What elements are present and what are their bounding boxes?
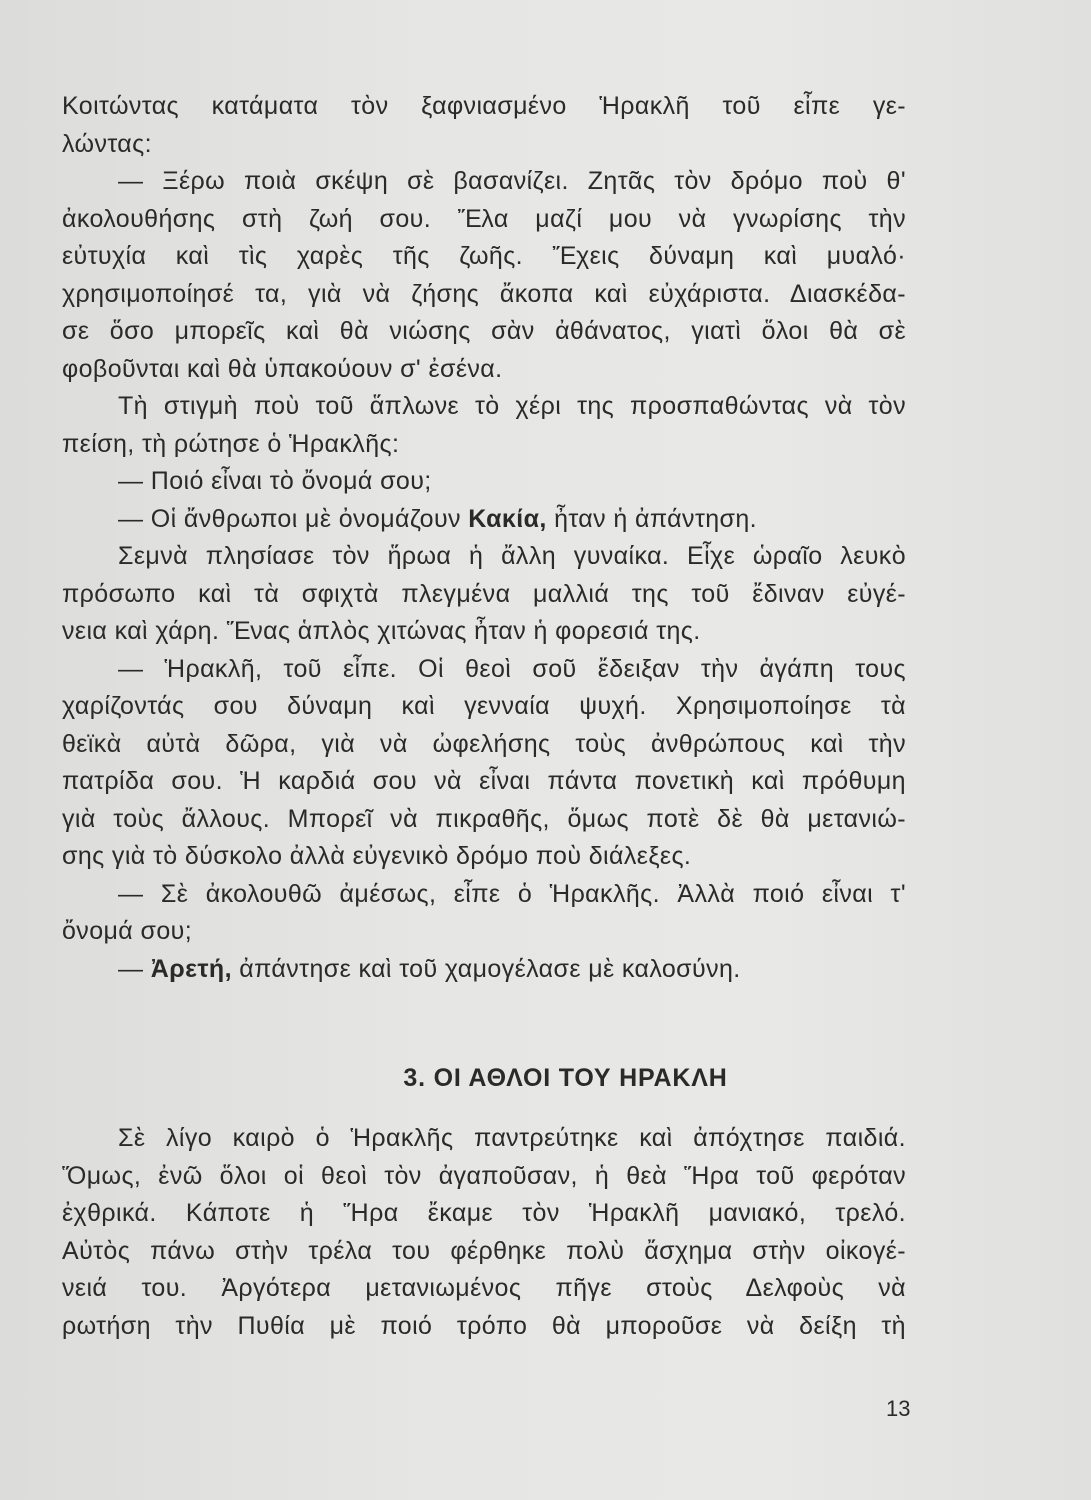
text-line: Σὲ λίγο καιρὸ ὁ Ἡρακλῆς παντρεύτηκε καὶ ἀπόχτησε παιδιά. xyxy=(118,1124,906,1152)
text-line: πείση, τὴ ρώτησε ὁ Ἡρακλῆς: xyxy=(62,429,400,458)
text-line: σης γιὰ τὸ δύσκολο ἀλλὰ εὐγενικὸ δρόμο ποὺ διάλεξες. xyxy=(62,842,692,870)
text-line: Τὴ στιγμὴ ποὺ τοῦ ἅπλωνε τὸ χέρι της προσπαθώντας νὰ τὸν xyxy=(118,392,906,420)
text-line: νειά του. Ἀργότερα μετανιωμένος πῆγε στοὺς Δελφοὺς νὰ xyxy=(62,1274,906,1302)
bold-word-areti: Ἀρετή, xyxy=(150,954,232,983)
text-line: φοβοῦνται καὶ θὰ ὑπακούουν σ' ἐσένα. xyxy=(62,354,503,383)
text-line: θεϊκὰ αὐτὰ δῶρα, γιὰ νὰ ὠφελήσης τοὺς ἀνθρώπους καὶ τὴν xyxy=(62,729,906,758)
text-line: σε ὅσο μπορεῖς καὶ θὰ νιώσης σὰν ἀθάνατος, γιατὶ ὅλοι θὰ σὲ xyxy=(62,317,906,345)
text-span: ἦταν ἡ ἀπάντηση. xyxy=(546,504,757,533)
text-line: — Σὲ ἀκολουθῶ ἀμέσως, εἶπε ὁ Ἡρακλῆς. Ἀλλὰ ποιό εἶναι τ' xyxy=(118,879,906,908)
page-number: 13 xyxy=(886,1396,911,1421)
text-line: λώντας: xyxy=(62,129,152,158)
text-line: Ὅμως, ἐνῶ ὅλοι οἱ θεοὶ τὸν ἀγαποῦσαν, ἡ θεὰ Ἥρα τοῦ φερόταν xyxy=(62,1161,906,1190)
body-text-bottom xyxy=(62,1120,906,1345)
text-line: εὐτυχία καὶ τὶς χαρὲς τῆς ζωῆς. Ἔχεις δύναμη καὶ μυαλό· xyxy=(62,242,906,270)
text-line: ὄνομά σου; xyxy=(62,917,193,945)
text-line: Αὐτὸς πάνω στὴν τρέλα του φέρθηκε πολὺ ἄσχημα στὴν οἰκογέ- xyxy=(62,1236,906,1265)
text-line: χαρίζοντάς σου δύναμη καὶ γενναία ψυχή. Χρησιμοποίησε τὰ xyxy=(62,692,906,720)
text-line xyxy=(62,501,906,539)
text-line: — Ἡρακλῆ, τοῦ εἶπε. Οἱ θεοὶ σοῦ ἔδειξαν τὴν ἀγάπη τους xyxy=(118,654,906,683)
body-text-top xyxy=(62,88,906,988)
section-heading: 3. ΟΙ ΑΘΛΟΙ ΤΟΥ ΗΡΑΚΛΗ xyxy=(403,1064,728,1092)
text-line: — Ποιό εἶναι τὸ ὄνομά σου; xyxy=(118,467,432,495)
text-line: Κοιτώντας κατάματα τὸν ξαφνιασμένο Ἡρακλῆ τοῦ εἶπε γε- xyxy=(62,92,906,120)
text-line: ρωτήση τὴν Πυθία μὲ ποιό τρόπο θὰ μποροῦσε νὰ δείξη τὴ xyxy=(62,1311,906,1340)
text-line: ἀκολουθήσης στὴ ζωή σου. Ἔλα μαζί μου νὰ γνωρίσης τὴν xyxy=(62,204,906,233)
text-line xyxy=(62,951,906,989)
text-line: χρησιμοποίησέ τα, γιὰ νὰ ζήσης ἄκοπα καὶ εὐχάριστα. Διασκέδα- xyxy=(62,279,906,308)
bold-word-kakia: Κακία, xyxy=(468,504,547,533)
text-line: πρόσωπο καὶ τὰ σφιχτὰ πλεγμένα μαλλιά της τοῦ ἔδιναν εὐγέ- xyxy=(62,579,906,608)
text-line: Σεμνὰ πλησίασε τὸν ἥρωα ἡ ἄλλη γυναίκα. Εἶχε ὡραῖο λευκὸ xyxy=(118,542,906,570)
text-span: — xyxy=(118,954,151,983)
text-span: ἀπάντησε καὶ τοῦ χαμογέλασε μὲ καλοσύνη. xyxy=(231,954,741,983)
text-line: πατρίδα σου. Ἡ καρδιά σου νὰ εἶναι πάντα πονετικὴ καὶ πρόθυμη xyxy=(62,767,906,795)
text-line: ἐχθρικά. Κάποτε ἡ Ἥρα ἔκαμε τὸν Ἡρακλῆ μανιακό, τρελό. xyxy=(62,1199,906,1227)
text-line: νεια καὶ χάρη. Ἕνας ἁπλὸς χιτώνας ἦταν ἡ φορεσιά της. xyxy=(62,617,701,645)
text-span: — Οἱ ἄνθρωποι μὲ ὀνομάζουν xyxy=(118,504,469,533)
text-line: — Ξέρω ποιὰ σκέψη σὲ βασανίζει. Ζητᾶς τὸν δρόμο ποὺ θ' xyxy=(118,167,906,195)
text-line: γιὰ τοὺς ἄλλους. Μπορεῖ νὰ πικραθῆς, ὅμως ποτὲ δὲ θὰ μετανιώ- xyxy=(62,804,906,833)
